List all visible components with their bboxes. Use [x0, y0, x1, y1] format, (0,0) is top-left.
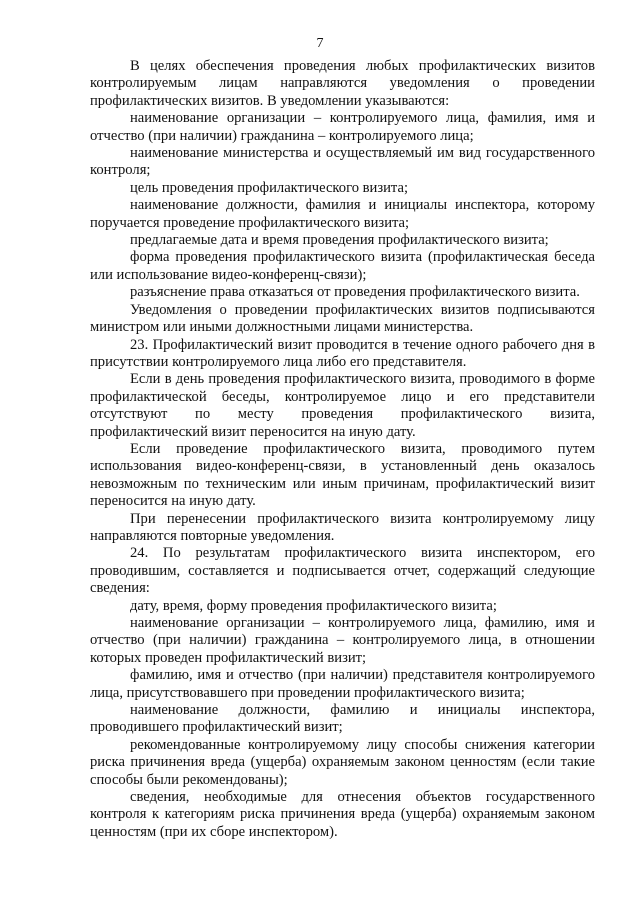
paragraph-org-name: наименование организации – контролируемого лица, фамилия, имя и отчество (при наличии) гражданина – контролируемого лица; — [90, 110, 595, 144]
paragraph-notice-signing: Уведомления о проведении профилактических визитов подписываются министром или иными должностными лицами министерства. — [90, 301, 595, 336]
paragraph-report-representative: фамилию, имя и отчество (при наличии) представителя контролируемого лица, присутствовавшего при проведении профилактического визита; — [90, 667, 595, 701]
paragraph-ministry-name: наименование министерства и осуществляемый им вид государственного контроля; — [90, 145, 595, 179]
page-number: 7 — [316, 36, 324, 51]
document-body — [90, 58, 595, 841]
paragraph-visit-goal: цель проведения профилактического визита; — [130, 179, 409, 196]
paragraph-absence-reschedule: Если в день проведения профилактического визита, проводимого в форме профилактической беседы, контролируемое лицо и его представители отсутствуют по месту проведения профилактического визита, профилактический визит переносится на иную дату. — [90, 371, 595, 440]
paragraph-report-risk-info: сведения, необходимые для отнесения объектов государственного контроля к категориям риска причинения вреда (ущерба) охраняемым законом ценностям (при их сборе инспектором). — [90, 789, 595, 840]
paragraph-repeat-notice: При перенесении профилактического визита контролируемому лицу направляются повторные уведомления. — [90, 510, 595, 544]
paragraph-report-org: наименование организации – контролируемого лица, фамилию, имя и отчество (при наличии) гражданина – контролируемого лица, в отношении которых проведен профилактический визит; — [90, 615, 595, 666]
paragraph-report-date: дату, время, форму проведения профилактического визита; — [130, 597, 497, 614]
paragraph-inspector-info: наименование должности, фамилия и инициалы инспектора, которому поручается проведение профилактического визита; — [90, 197, 595, 231]
paragraph-video-reschedule: Если проведение профилактического визита, проводимого путем использования видео-конференц-связи, в установленный день оказалось невозможным по техническим или иным причинам, профилактический визит переносится на иную дату. — [90, 440, 595, 510]
paragraph-clause-24: 24. По результатам профилактического визита инспектором, его проводившим, составляется и подписывается отчет, содержащий следующие сведения: — [90, 545, 595, 597]
paragraph-report-recommendations: рекомендованные контролируемому лицу способы снижения категории риска причинения вреда (ущерба) охраняемым законом ценностям (если такие способы были рекомендованы); — [90, 736, 595, 788]
paragraph-intro: В целях обеспечения проведения любых профилактических визитов контролируемым лицам направляются уведомления о проведении профилактических визитов. В уведомлении указываются: — [90, 58, 595, 109]
paragraph-visit-form: форма проведения профилактического визита (профилактическая беседа или использование видео-конференц-связи); — [90, 249, 595, 283]
paragraph-date-time: предлагаемые дата и время проведения профилактического визита; — [130, 232, 549, 249]
paragraph-clause-23: 23. Профилактический визит проводится в течение одного рабочего дня в присутствии контролируемого лица либо его представителя. — [90, 336, 595, 370]
paragraph-right-to-refuse: разъяснение права отказаться от проведения профилактического визита. — [130, 284, 580, 301]
paragraph-report-inspector: наименование должности, фамилию и инициалы инспектора, проводившего профилактический визит; — [90, 702, 595, 736]
